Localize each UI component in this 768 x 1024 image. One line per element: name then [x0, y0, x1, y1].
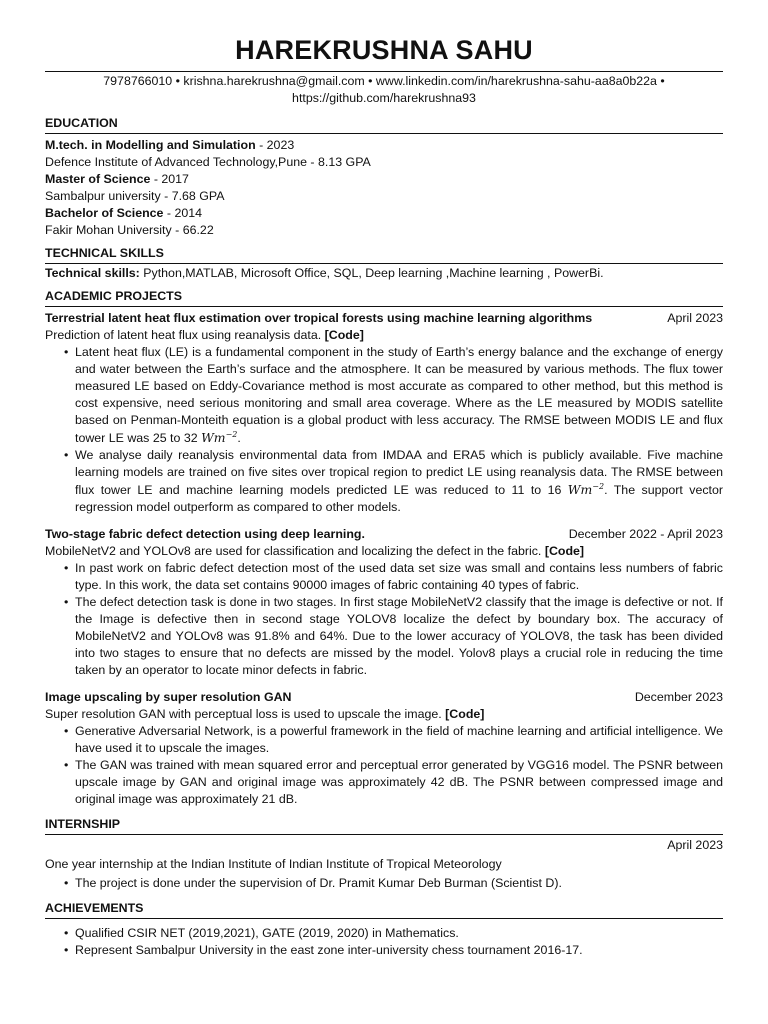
- unit-base: Wm: [201, 430, 226, 445]
- projects-section: [45, 288, 723, 808]
- code-link[interactable]: [Code]: [445, 707, 485, 721]
- project-entry: [45, 526, 723, 679]
- list-item: • Generative Adversarial Network, is a powerful framework in the field of machine learning and artificial intelligence. We have used it to upscale the images.: [75, 723, 723, 757]
- bullet-text-end: . The support vector regression model outperform as compared to other models.: [75, 483, 723, 514]
- contact-info: [45, 73, 723, 107]
- project-date: December 2023: [634, 690, 723, 704]
- project-date: April 2023: [667, 311, 723, 325]
- skills-line: [45, 265, 723, 282]
- internship-bullets: [45, 875, 723, 892]
- education-entry: [45, 205, 723, 239]
- project-bullets: [45, 723, 723, 808]
- list-item: • In past work on fabric defect detection most of the used data set size was small and contains less numbers of fabric type. In this work, the data set contains 90000 images of fabric containing 40 types of fabric.: [75, 560, 723, 594]
- github-link[interactable]: https://github.com/harekrushna93: [292, 91, 476, 105]
- institution: Fakir Mohan University - 66.22: [45, 223, 214, 237]
- project-title: Image upscaling by super resolution GAN: [45, 690, 292, 704]
- unit: [568, 482, 604, 497]
- education-entry: [45, 137, 723, 171]
- degree-year: - 2014: [163, 206, 203, 220]
- degree-year: - 2023: [255, 138, 295, 152]
- project-entry: [45, 310, 723, 516]
- list-item: • Qualified CSIR NET (2019,2021), GATE (2019, 2020) in Mathematics.: [75, 925, 723, 942]
- skills-section: [45, 245, 723, 282]
- education-section: [45, 115, 723, 239]
- candidate-name: HAREKRUSHNA SAHU: [235, 35, 533, 65]
- list-item: • The GAN was trained with mean squared error and perceptual error generated by VGG16 model. The PSNR between upscale image by GAN and original image was approximately 42 dB. The PSNR between compressed image and original image was approximately 21 dB.: [75, 757, 723, 808]
- unit-exponent: −2: [225, 429, 238, 439]
- list-item: • The project is done under the supervision of Dr. Pramit Kumar Deb Burman (Scientist D).: [75, 875, 723, 892]
- project-summary: Super resolution GAN with perceptual loss is used to upscale the image.: [45, 707, 442, 721]
- institution: Defence Institute of Advanced Technology,Pune - 8.13 GPA: [45, 155, 371, 169]
- unit: [201, 430, 237, 445]
- list-item: • Represent Sambalpur University in the east zone inter-university chess tournament 2016-17.: [75, 942, 723, 959]
- skills-label: Technical skills:: [45, 266, 140, 280]
- project-summary: MobileNetV2 and YOLOv8 are used for classification and localizing the defect in the fabric.: [45, 544, 542, 558]
- degree: Bachelor of Science: [45, 206, 164, 220]
- code-link[interactable]: [Code]: [544, 544, 585, 558]
- project-title: Terrestrial latent heat flux estimation over tropical forests using machine learning algorithms: [45, 311, 593, 325]
- code-link[interactable]: [Code]: [324, 328, 364, 342]
- project-entry: [45, 689, 723, 808]
- unit-exponent: −2: [592, 481, 605, 491]
- project-date: December 2022 - April 2023: [568, 527, 723, 541]
- internship-section: [45, 816, 723, 892]
- degree: M.tech. in Modelling and Simulation: [45, 138, 256, 152]
- project-title: Two-stage fabric defect detection using deep learning.: [45, 527, 365, 541]
- project-bullets: [45, 344, 723, 516]
- institution: Sambalpur university - 7.68 GPA: [45, 189, 225, 203]
- projects-heading: ACADEMIC PROJECTS: [45, 288, 723, 307]
- degree: Master of Science: [45, 172, 151, 186]
- internship-heading: INTERNSHIP: [45, 816, 723, 835]
- achievements-list: [45, 925, 723, 959]
- project-bullets: [45, 560, 723, 679]
- education-heading: EDUCATION: [45, 115, 723, 134]
- skills-value: Python,MATLAB, Microsoft Office, SQL, Deep learning ,Machine learning , PowerBi.: [139, 266, 604, 280]
- internship-date: April 2023: [667, 838, 723, 852]
- header-divider: [45, 71, 723, 72]
- contact-line-1[interactable]: 7978766010 • krishna.harekrushna@gmail.com • www.linkedin.com/in/harekrushna-sahu-aa8a0b22a •: [103, 74, 665, 88]
- achievements-heading: ACHIEVEMENTS: [45, 900, 723, 919]
- skills-heading: TECHNICAL SKILLS: [45, 245, 723, 264]
- internship-summary: One year internship at the Indian Institute of Indian Institute of Tropical Meteorology: [45, 857, 502, 871]
- bullet-text: Latent heat flux (LE) is a fundamental component in the study of Earth’s energy balance and the exchange of energy and water between the Earth’s surface and the atmosphere. It can be measured by various methods. The flux tower measured LE based on Eddy-Covariance method is most accurate as compared to other method, but this method is cost expensive, need serious monitoring and small area coverage. Where as the LE measured by MODIS satellite based on Penman-Monteith equation is a global product with less accuracy. The RMSE between MODIS LE and flux tower LE was 25 to 32: [75, 345, 723, 445]
- education-entry: [45, 171, 723, 205]
- list-item: • Latent heat flux (LE) is a fundamental component in the study of Earth’s energy balance and the exchange of energy and water between the Earth’s surface and the atmosphere. It can be measured by various methods. The flux tower measured LE based on Eddy-Covariance method is most accurate as compared to other method, but this method is cost expensive, need serious monitoring and small area coverage. Where as the LE measured by MODIS satellite based on Penman-Monteith equation is a global product with less accuracy. The RMSE between MODIS LE and flux tower LE was 25 to 32 $Wm^{-2}$.: [75, 344, 723, 447]
- degree-year: - 2017: [150, 172, 189, 186]
- bullet-text: We analyse daily reanalysis environmental data from IMDAA and ERA5 which is publicly available. Five machine learning models are trained on five sites over tropical region to predict LE using reanalysis data. The RMSE between flux tower LE and machine learning models predicted LE was reduced to 11 to 16: [75, 448, 723, 497]
- project-summary: Prediction of latent heat flux using reanalysis data.: [45, 328, 322, 342]
- list-item: • The defect detection task is done in two stages. In first stage MobileNetV2 classify that the image is defective or not. If the Image is defective then in second stage YOLOV8 localize the defect by boundary box. The accuracy of MobileNetV2 and YOLOv8 was 91.8% and 64%. Due to the lower accuracy of YOLOV8, the task has been divided into two stages to ensure that no defects are missed by the model. Yolov8 plays a crucial role in reducing the time taken by an operator to locate minor defects in fabric.: [75, 594, 723, 679]
- unit-base: Wm: [567, 482, 593, 497]
- list-item: [75, 447, 723, 516]
- achievements-section: [45, 900, 723, 959]
